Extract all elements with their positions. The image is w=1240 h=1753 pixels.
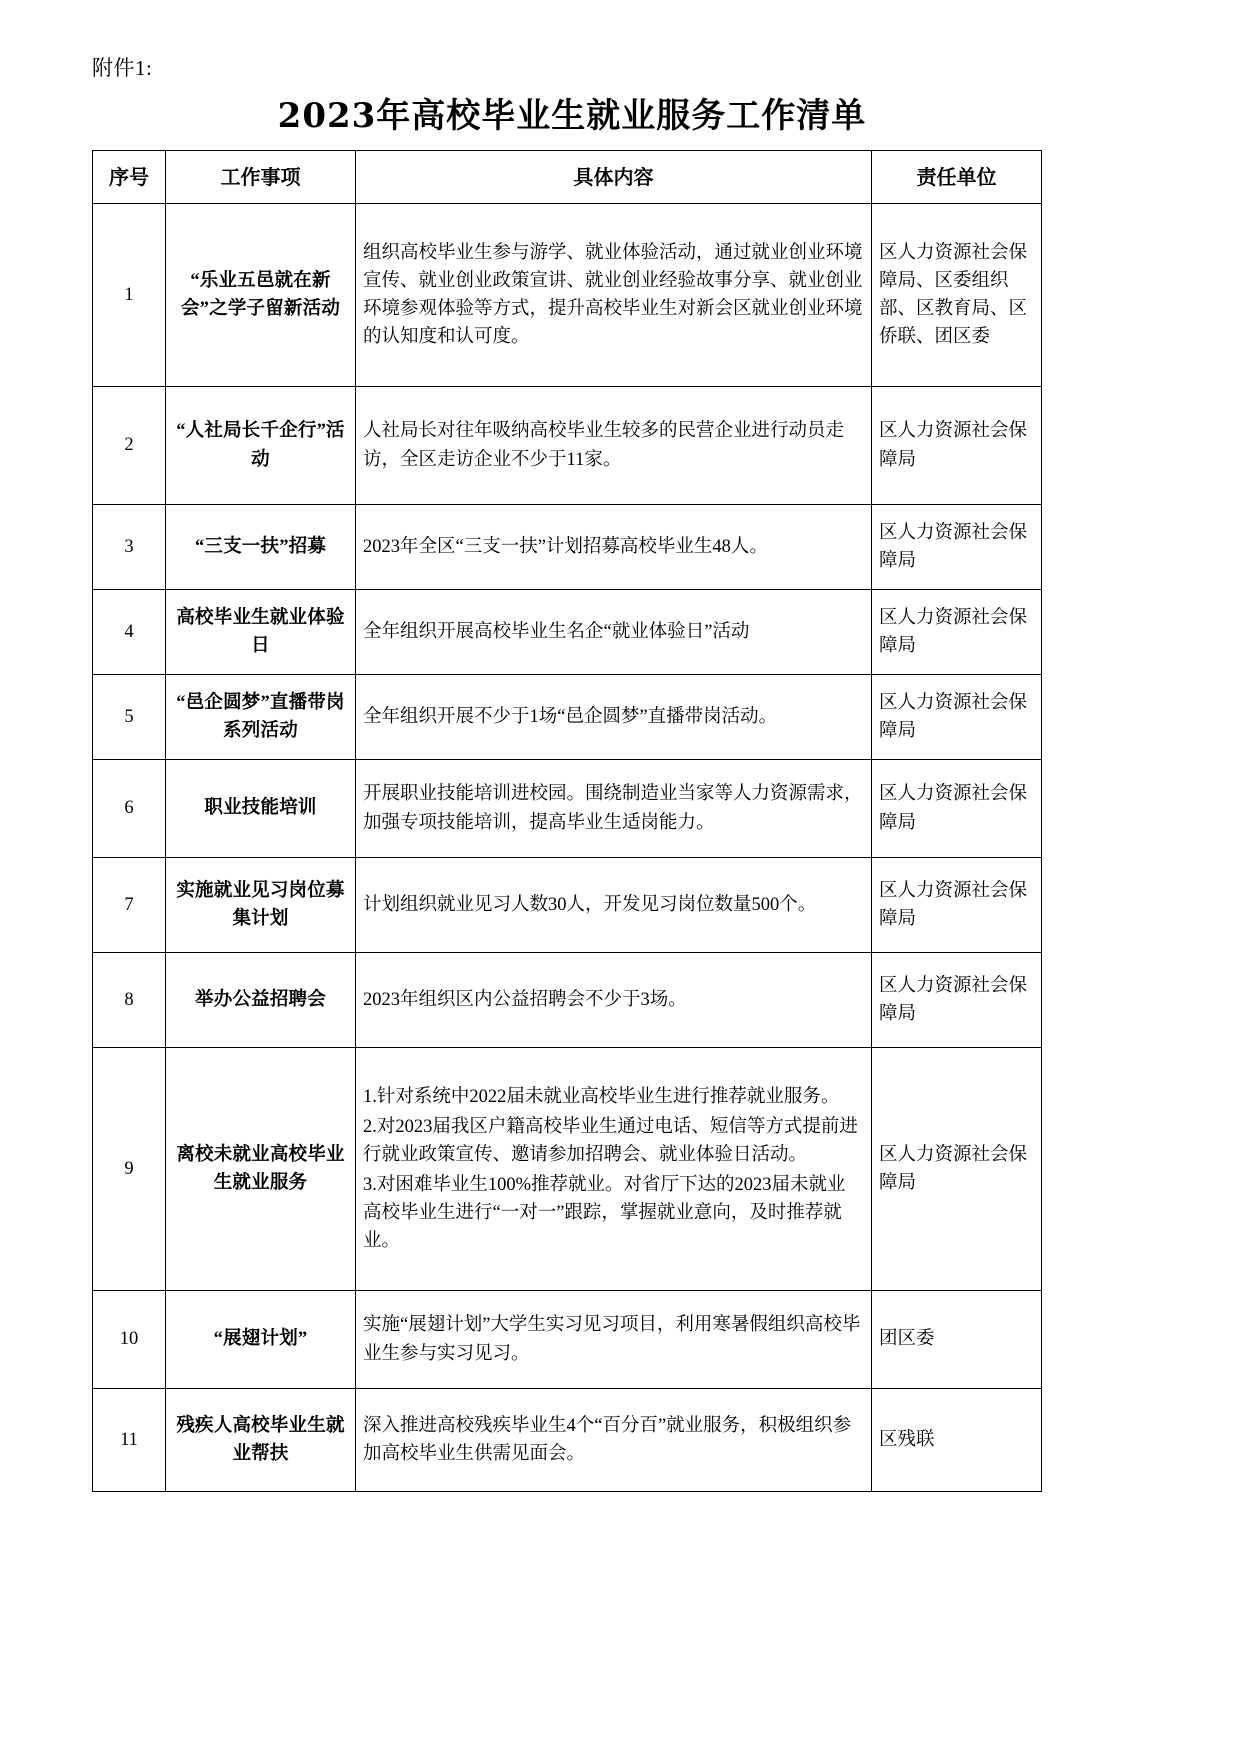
row-item: “三支一扶”招募 [166,505,356,590]
row-item: 实施就业见习岗位募集计划 [166,858,356,953]
table-row [93,387,1042,505]
row-detail: 全年组织开展不少于1场“邑企圆梦”直播带岗活动。 [356,675,872,760]
row-detail-line: 2.对2023届我区户籍高校毕业生通过电话、短信等方式提前进行就业政策宣传、邀请参加招聘会、就业体验日活动。 [363,1116,858,1165]
table-row [93,858,1042,953]
row-item: 残疾人高校毕业生就业帮扶 [166,1389,356,1492]
row-detail: 深入推进高校残疾毕业生4个“百分百”就业服务，积极组织参加高校毕业生供需见面会。 [356,1389,872,1492]
row-seq: 8 [93,953,166,1048]
row-item: “乐业五邑就在新会”之学子留新活动 [166,204,356,387]
row-detail: 开展职业技能培训进校园。围绕制造业当家等人力资源需求，加强专项技能培训，提高毕业生适岗能力。 [356,760,872,858]
row-unit: 区人力资源社会保障局 [872,590,1042,675]
row-unit: 区人力资源社会保障局 [872,387,1042,505]
table-row [93,675,1042,760]
row-item: 离校未就业高校毕业生就业服务 [166,1048,356,1291]
table-row [93,505,1042,590]
row-seq: 4 [93,590,166,675]
column-header-seq: 序号 [93,151,166,204]
row-unit: 团区委 [872,1291,1042,1389]
row-item: 职业技能培训 [166,760,356,858]
row-detail: 实施“展翅计划”大学生实习见习项目，利用寒暑假组织高校毕业生参与实习见习。 [356,1291,872,1389]
row-detail [356,1048,872,1291]
row-item: “展翅计划” [166,1291,356,1389]
row-item: 高校毕业生就业体验日 [166,590,356,675]
row-unit: 区人力资源社会保障局 [872,1048,1042,1291]
row-seq: 7 [93,858,166,953]
table-header-row [93,151,1042,204]
row-unit: 区人力资源社会保障局、区委组织部、区教育局、区侨联、团区委 [872,204,1042,387]
row-seq: 2 [93,387,166,505]
row-detail: 2023年全区“三支一扶”计划招募高校毕业生48人。 [356,505,872,590]
column-header-unit: 责任单位 [872,151,1042,204]
table-row [93,204,1042,387]
work-list-table [92,150,1042,1492]
row-unit: 区残联 [872,1389,1042,1492]
row-detail: 人社局长对往年吸纳高校毕业生较多的民营企业进行动员走访，全区走访企业不少于11家。 [356,387,872,505]
table-row [93,1048,1042,1291]
row-seq: 1 [93,204,166,387]
table-header [93,151,1042,204]
page-title: 2023年高校毕业生就业服务工作清单 [277,96,867,136]
row-seq: 5 [93,675,166,760]
row-detail-line: 1.针对系统中2022届未就业高校毕业生进行推荐就业服务。 [363,1086,840,1107]
row-seq: 6 [93,760,166,858]
row-unit: 区人力资源社会保障局 [872,760,1042,858]
table-body [93,204,1042,1492]
row-detail: 2023年组织区内公益招聘会不少于3场。 [356,953,872,1048]
row-unit: 区人力资源社会保障局 [872,858,1042,953]
row-detail-line: 3.对困难毕业生100%推荐就业。对省厅下达的2023届未就业高校毕业生进行“一对一”跟踪，掌握就业意向，及时推荐就业。 [363,1175,846,1252]
row-detail: 组织高校毕业生参与游学、就业体验活动，通过就业创业环境宣传、就业创业政策宣讲、就业创业经验故事分享、就业创业环境参观体验等方式，提升高校毕业生对新会区就业创业环境的认知度和认可度。 [356,204,872,387]
row-unit: 区人力资源社会保障局 [872,505,1042,590]
row-item: 举办公益招聘会 [166,953,356,1048]
table-row [93,953,1042,1048]
row-item: “人社局长千企行”活动 [166,387,356,505]
row-seq: 11 [93,1389,166,1492]
row-seq: 9 [93,1048,166,1291]
attachment-label: 附件1: [92,56,153,80]
row-unit: 区人力资源社会保障局 [872,953,1042,1048]
column-header-detail: 具体内容 [356,151,872,204]
column-header-item: 工作事项 [166,151,356,204]
row-detail: 全年组织开展高校毕业生名企“就业体验日”活动 [356,590,872,675]
row-detail: 计划组织就业见习人数30人，开发见习岗位数量500个。 [356,858,872,953]
table-row [93,1389,1042,1492]
table-row [93,1291,1042,1389]
row-item: “邑企圆梦”直播带岗系列活动 [166,675,356,760]
row-unit: 区人力资源社会保障局 [872,675,1042,760]
row-seq: 3 [93,505,166,590]
table-row [93,760,1042,858]
row-seq: 10 [93,1291,166,1389]
table-row [93,590,1042,675]
